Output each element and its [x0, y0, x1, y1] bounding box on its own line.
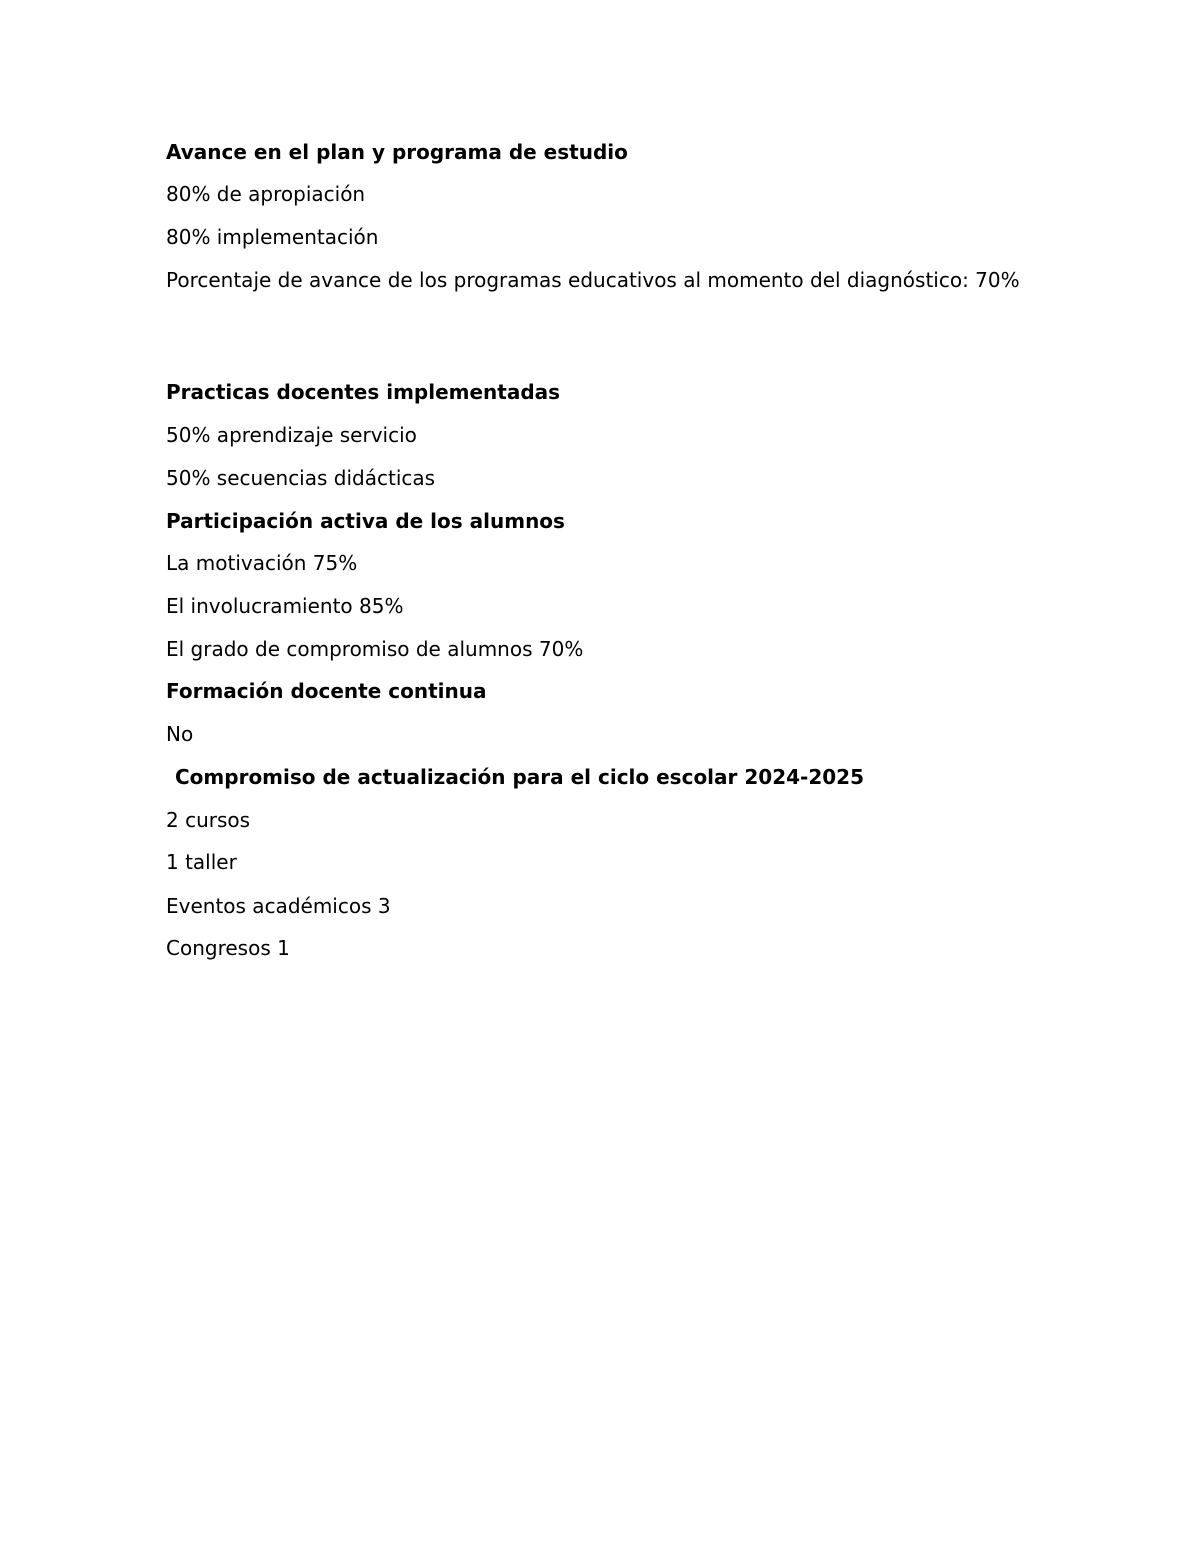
section-heading-practicas-docentes: Practicas docentes implementadas: [166, 380, 561, 404]
list-item: El grado de compromiso de alumnos 70%: [166, 637, 584, 661]
list-item: 80% de apropiación: [166, 182, 366, 206]
section-heading-participacion-alumnos: Participación activa de los alumnos: [166, 509, 565, 533]
section-heading-compromiso-actualizacion: Compromiso de actualización para el ciclo escolar 2024-2025: [175, 765, 864, 789]
list-item: Congresos 1: [166, 936, 290, 960]
progress-paragraph: Porcentaje de avance de los programas educativos al momento del diagnóstico: 70%: [166, 268, 1020, 292]
list-item: El involucramiento 85%: [166, 594, 404, 618]
section-heading-plan-programa: Avance en el plan y programa de estudio: [166, 140, 628, 164]
list-item: 1 taller: [166, 850, 237, 874]
list-item: 2 cursos: [166, 808, 251, 832]
list-item: Eventos académicos 3: [166, 894, 391, 918]
list-item: 50% aprendizaje servicio: [166, 423, 417, 447]
section-heading-formacion-docente: Formación docente continua: [166, 679, 487, 703]
list-item: La motivación 75%: [166, 551, 358, 575]
list-item: 50% secuencias didácticas: [166, 466, 436, 490]
list-item: 80% implementación: [166, 225, 379, 249]
list-item: No: [166, 722, 194, 746]
